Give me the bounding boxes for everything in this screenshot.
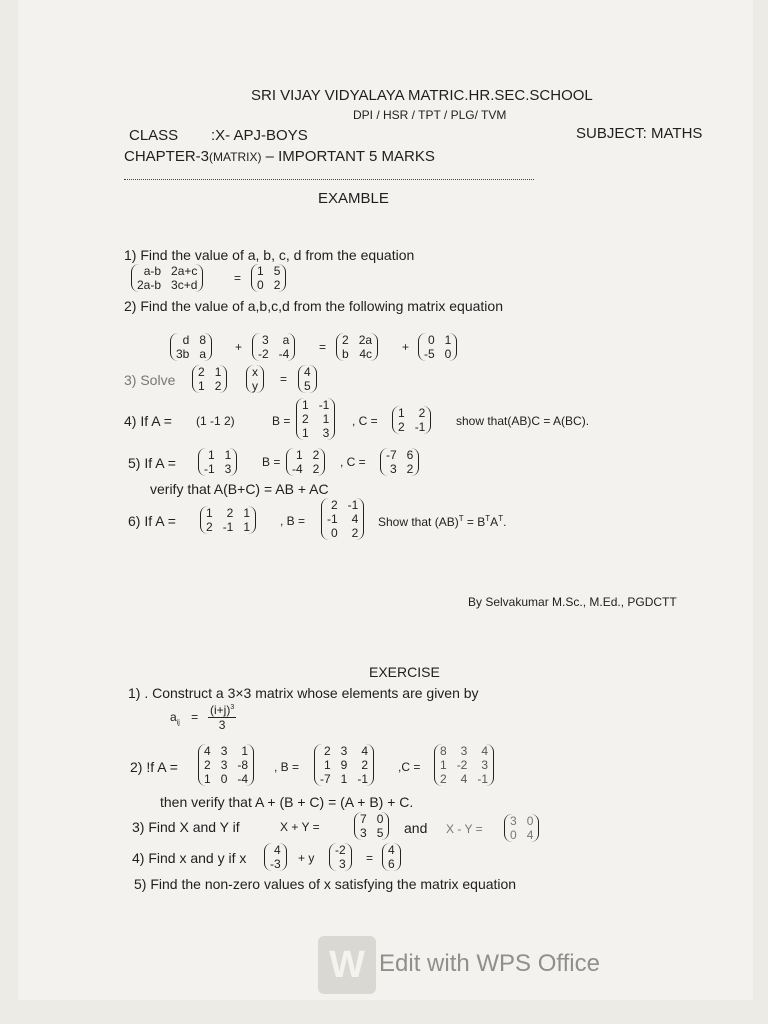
class-label: CLASS — [129, 127, 179, 144]
author-credit: By Selvakumar M.Sc., M.Ed., PGDCTT — [468, 595, 677, 609]
ex4-matrix-c: 1 2 2 -1 — [392, 406, 431, 434]
ex3-equals: = — [280, 372, 288, 386]
ex4-c-label: , C = — [352, 414, 378, 428]
exq3-lhs: X + Y = — [280, 820, 320, 834]
ex1-matrix-rhs: 1 5 0 2 — [251, 264, 286, 292]
exq4-matrix-1: 4 -3 — [264, 843, 287, 871]
exq2-c-label: ,C = — [398, 760, 421, 774]
ex5-matrix-a: 1 1 -1 3 — [198, 448, 237, 476]
example-2-text: 2) Find the value of a,b,c,d from the following matrix equation — [124, 298, 503, 314]
example-3-text: 3) Solve — [124, 372, 176, 388]
ex-1-formula: $a_{ij}$ = — [170, 710, 199, 727]
ex5-matrix-b: 1 2 -4 2 — [286, 448, 325, 476]
exq3-lhs-2: X - Y = — [446, 822, 483, 836]
branches: DPI / HSR / TPT / PLG/ TVM — [353, 108, 507, 122]
exq4-equals: = — [366, 851, 374, 865]
exq3-matrix-2: 3 0 0 4 — [504, 814, 539, 842]
ex6-show-that: Show that $(AB)^T = B^TA^T$. — [378, 514, 507, 529]
ex4-matrix-b: 1 -1 2 1 1 3 — [296, 398, 335, 440]
wps-watermark-text: Edit with WPS Office — [379, 950, 600, 977]
exercise-5-text: 5) Find the non-zero values of x satisfying the matrix equation — [134, 876, 517, 892]
worksheet-page — [18, 0, 753, 1000]
exq2-matrix-c: 8 3 4 1 -2 3 2 4 -1 — [434, 744, 494, 786]
ex-1-fraction: $(i+j)^3$ 3 — [210, 703, 235, 732]
exq4-plus-y: + y — [298, 851, 315, 865]
ex5-verify: verify that A(B+C) = AB + AC — [150, 481, 329, 497]
ex2-matrix-2: 3 a -2 -4 — [252, 333, 295, 361]
exq3-and: and — [404, 820, 428, 836]
ex5-matrix-c: -7 6 3 2 — [380, 448, 419, 476]
exq2-matrix-a: 4 3 1 2 3 -8 1 0 -4 — [198, 744, 254, 786]
school-name: SRI VIJAY VIDYALAYA MATRIC.HR.SEC.SCHOOL — [251, 87, 593, 104]
ex2-matrix-3: 2 2a b 4c — [336, 333, 378, 361]
exq4-matrix-2: -2 3 — [329, 843, 352, 871]
ex2-matrix-1: d 8 3b a — [170, 333, 212, 361]
ex3-matrix-vars: x y — [246, 365, 264, 393]
class-value: :X- APJ-BOYS — [211, 127, 308, 144]
ex3-matrix-rhs: 4 5 — [298, 365, 317, 393]
example-6-prefix: 6) If A = — [128, 513, 176, 529]
ex1-equals: = — [234, 271, 242, 285]
exercise-3-prefix: 3) Find X and Y if — [132, 819, 240, 835]
ex6-matrix-a: 1 2 1 2 -1 1 — [200, 506, 256, 534]
exq2-matrix-b: 2 3 4 1 9 2 -7 1 -1 — [314, 744, 374, 786]
ex6-b-label: , B = — [280, 514, 306, 528]
ex1-matrix-lhs: a-b 2a+c 2a-b 3c+d — [131, 264, 203, 292]
ex4-b-label: B = — [272, 414, 291, 428]
ex2-plus-1: + — [235, 340, 243, 354]
exercise-1-text: 1) . Construct a 3×3 matrix whose elements are given by — [128, 685, 479, 701]
chapter-title — [124, 148, 435, 165]
ex2-equals: = — [319, 340, 327, 354]
example-4-prefix: 4) If A = — [124, 413, 172, 429]
ex2-plus-2: + — [402, 340, 410, 354]
exercise-2-prefix: 2) !f A = — [130, 759, 178, 775]
exq2-verify: then verify that A + (B + C) = (A + B) + C. — [160, 794, 414, 810]
ex4-show-that: show that(AB)C = A(BC). — [456, 414, 590, 428]
exq4-matrix-3: 4 6 — [382, 843, 401, 871]
wps-logo-icon — [318, 936, 376, 994]
divider — [124, 179, 534, 180]
chapter-topic: (MATRIX) — [209, 150, 262, 164]
ex4-row-a: (1 -1 2) — [196, 414, 235, 428]
subject: SUBJECT: MATHS — [576, 125, 703, 142]
chapter-number: CHAPTER-3 — [124, 148, 210, 165]
exercise-title: EXERCISE — [369, 664, 440, 680]
ex5-b-label: B = — [262, 455, 281, 469]
ex5-c-label: , C = — [340, 455, 366, 469]
ex2-matrix-4: 0 1 -5 0 — [418, 333, 457, 361]
example-5-prefix: 5) If A = — [128, 455, 176, 471]
ex3-matrix-coeff: 2 1 1 2 — [192, 365, 227, 393]
chapter-rest: – IMPORTANT 5 MARKS — [265, 148, 435, 165]
ex6-matrix-b: 2 -1 -1 4 0 2 — [321, 498, 364, 540]
section-title: EXAMBLE — [318, 190, 389, 207]
exercise-4-prefix: 4) Find x and y if x — [132, 850, 247, 866]
exq2-b-label: , B = — [274, 760, 300, 774]
exq3-matrix-1: 7 0 3 5 — [354, 812, 389, 840]
example-1-text: 1) Find the value of a, b, c, d from the equation — [124, 247, 415, 263]
